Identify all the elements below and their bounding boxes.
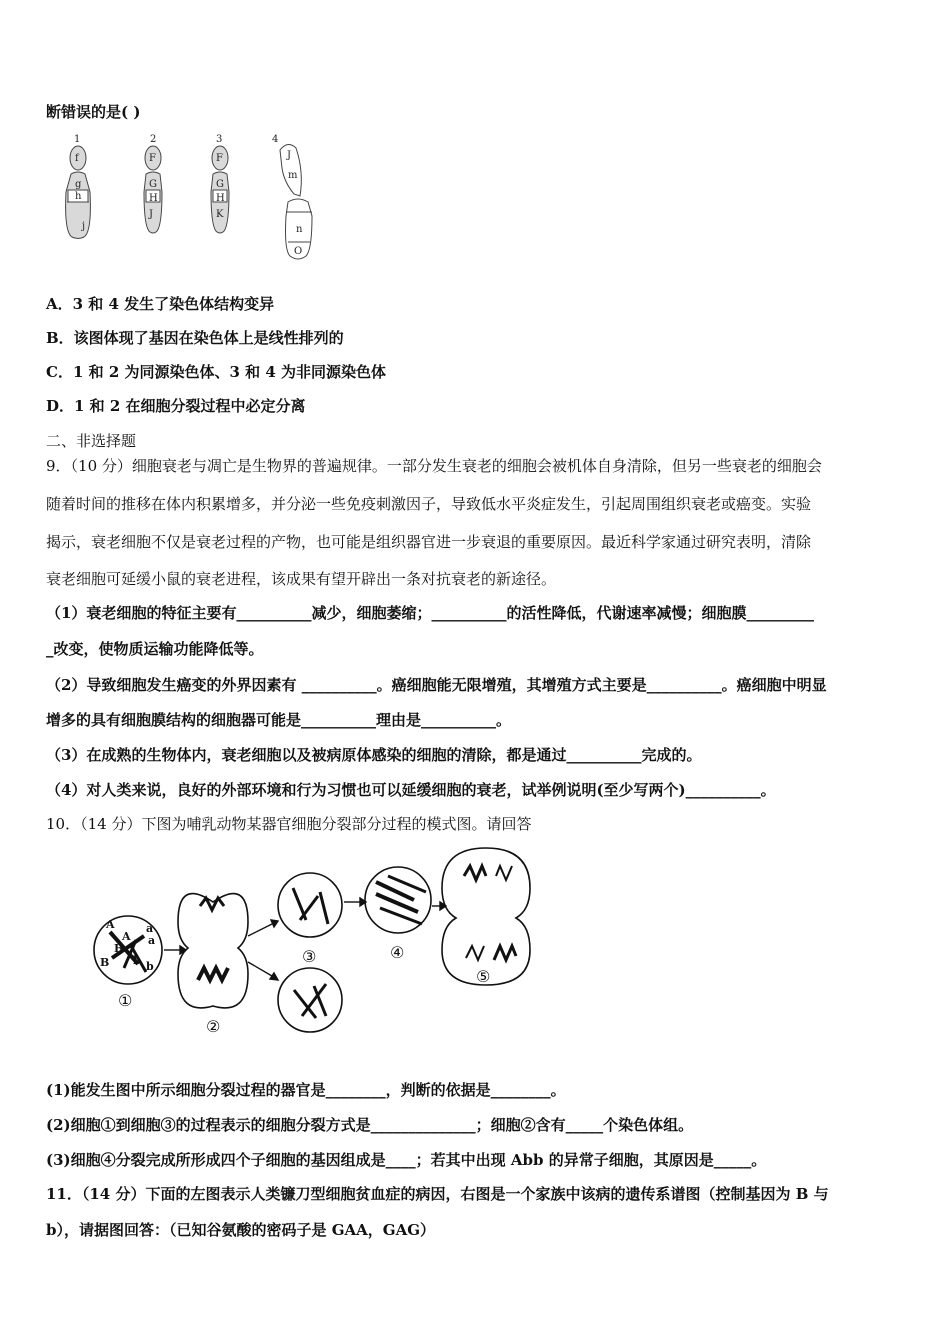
gene-label-B2: B bbox=[100, 956, 110, 969]
chr3-gene-F: F bbox=[216, 153, 223, 164]
cell-3b bbox=[278, 968, 342, 1032]
q10-sub-2: (2)细胞①到细胞③的过程表示的细胞分裂方式是______________；细胞②含有_____个染色体组。 bbox=[46, 1116, 694, 1134]
cell-5 bbox=[442, 848, 530, 985]
chr-label-1: 1 bbox=[74, 134, 81, 145]
chr4-gene-O: O bbox=[294, 246, 303, 257]
gene-label-b2: b bbox=[146, 960, 154, 973]
gene-label-a1: a bbox=[146, 922, 154, 935]
q9-sub-2b: 增多的具有细胞膜结构的细胞器可能是__________理由是__________。 bbox=[46, 711, 512, 729]
chromosome-figure bbox=[60, 132, 330, 267]
chromosome-4 bbox=[280, 144, 312, 259]
chr3-gene-K: K bbox=[216, 209, 224, 220]
chr4-gene-n: n bbox=[296, 224, 303, 235]
q9-line-3: 揭示，衰老细胞不仅是衰老过程的产物，也可能是组织器官进一步衰退的重要原因。最近科学家通过研究表明，清除 bbox=[46, 533, 812, 551]
chr-label-4: 4 bbox=[272, 134, 279, 145]
q8-option-a: A．3 和 4 发生了染色体结构变异 bbox=[46, 295, 275, 313]
q8-stem-end: 断错误的是( ) bbox=[46, 103, 141, 121]
q8-option-b: B．该图体现了基因在染色体上是线性排列的 bbox=[46, 329, 344, 347]
cell-label-1: ① bbox=[118, 991, 133, 1010]
cell-label-5: ⑤ bbox=[476, 967, 491, 986]
chr2-gene-F: F bbox=[149, 153, 156, 164]
q9-sub-3: （3）在成熟的生物体内，衰老细胞以及被病原体感染的细胞的清除，都是通过__________完成的。 bbox=[46, 746, 702, 764]
q10-sub-1: (1)能发生图中所示细胞分裂过程的器官是________，判断的依据是________。 bbox=[46, 1081, 566, 1099]
chr3-gene-H: H bbox=[216, 193, 225, 204]
q9-line-1: 9．（10 分）细胞衰老与凋亡是生物界的普遍规律。一部分发生衰老的细胞会被机体自身清除，但另一些衰老的细胞会 bbox=[46, 457, 822, 475]
q10-stem: 10．（14 分）下图为哺乳动物某器官细胞分裂部分过程的模式图。请回答 bbox=[46, 815, 532, 833]
q9-sub-2a: （2）导致细胞发生癌变的外界因素有 __________。癌细胞能无限增殖，其增殖方式主要是__________。癌细胞中明显 bbox=[46, 676, 827, 694]
chr2-gene-G: G bbox=[149, 179, 157, 190]
chr2-gene-J: J bbox=[149, 209, 154, 220]
gene-label-A2: A bbox=[122, 930, 131, 943]
gene-label-b1: b bbox=[133, 954, 141, 967]
section-heading: 二、非选择题 bbox=[46, 432, 137, 450]
gene-label-B1: B bbox=[114, 942, 124, 955]
chr-label-3: 3 bbox=[216, 134, 223, 145]
q9-sub-4: （4）对人类来说，良好的外部环境和行为习惯也可以延缓细胞的衰老，试举例说明(至少写两个)__________。 bbox=[46, 781, 776, 799]
q11-line-2: b），请据图回答：（已知谷氨酸的密码子是 GAA，GAG） bbox=[46, 1221, 436, 1239]
chr1-gene-h: h bbox=[75, 191, 82, 202]
chr1-gene-g: g bbox=[75, 179, 82, 190]
cell-label-4: ④ bbox=[390, 943, 405, 962]
chr2-gene-H: H bbox=[149, 193, 158, 204]
q9-line-2: 随着时间的推移在体内积累增多，并分泌一些免疫刺激因子，导致低水平炎症发生，引起周围组织衰老或癌变。实验 bbox=[46, 495, 812, 513]
cell-label-3: ③ bbox=[302, 947, 317, 966]
q9-line-4: 衰老细胞可延缓小鼠的衰老进程，该成果有望开辟出一条对抗衰老的新途径。 bbox=[46, 570, 557, 588]
chr4-gene-J: J bbox=[287, 150, 292, 161]
chr3-gene-G: G bbox=[216, 179, 224, 190]
chr-label-2: 2 bbox=[150, 134, 157, 145]
q9-sub-1b: _改变，使物质运输功能降低等。 bbox=[46, 640, 264, 658]
q9-sub-1a: （1）衰老细胞的特征主要有__________减少，细胞萎缩；__________的活性降低，代谢速率减慢；细胞膜_________ bbox=[46, 604, 814, 622]
chr1-gene-j: j bbox=[82, 221, 86, 232]
gene-label-A1: A bbox=[106, 918, 115, 931]
cell-label-2: ② bbox=[206, 1017, 221, 1036]
cell-division-figure bbox=[88, 840, 548, 1040]
chr1-gene-f: f bbox=[75, 153, 79, 164]
gene-label-a2: a bbox=[148, 934, 156, 947]
chr4-gene-m: m bbox=[288, 170, 298, 181]
q10-sub-3: (3)细胞④分裂完成所形成四个子细胞的基因组成是____；若其中出现 Abb 的异常子细胞，其原因是_____。 bbox=[46, 1151, 767, 1169]
q11-line-1: 11．（14 分）下面的左图表示人类镰刀型细胞贫血症的病因，右图是一个家族中该病的遗传系谱图（控制基因为 B 与 bbox=[46, 1185, 829, 1203]
q8-option-c: C．1 和 2 为同源染色体、3 和 4 为非同源染色体 bbox=[46, 363, 387, 381]
q8-option-d: D．1 和 2 在细胞分裂过程中必定分离 bbox=[46, 397, 306, 415]
